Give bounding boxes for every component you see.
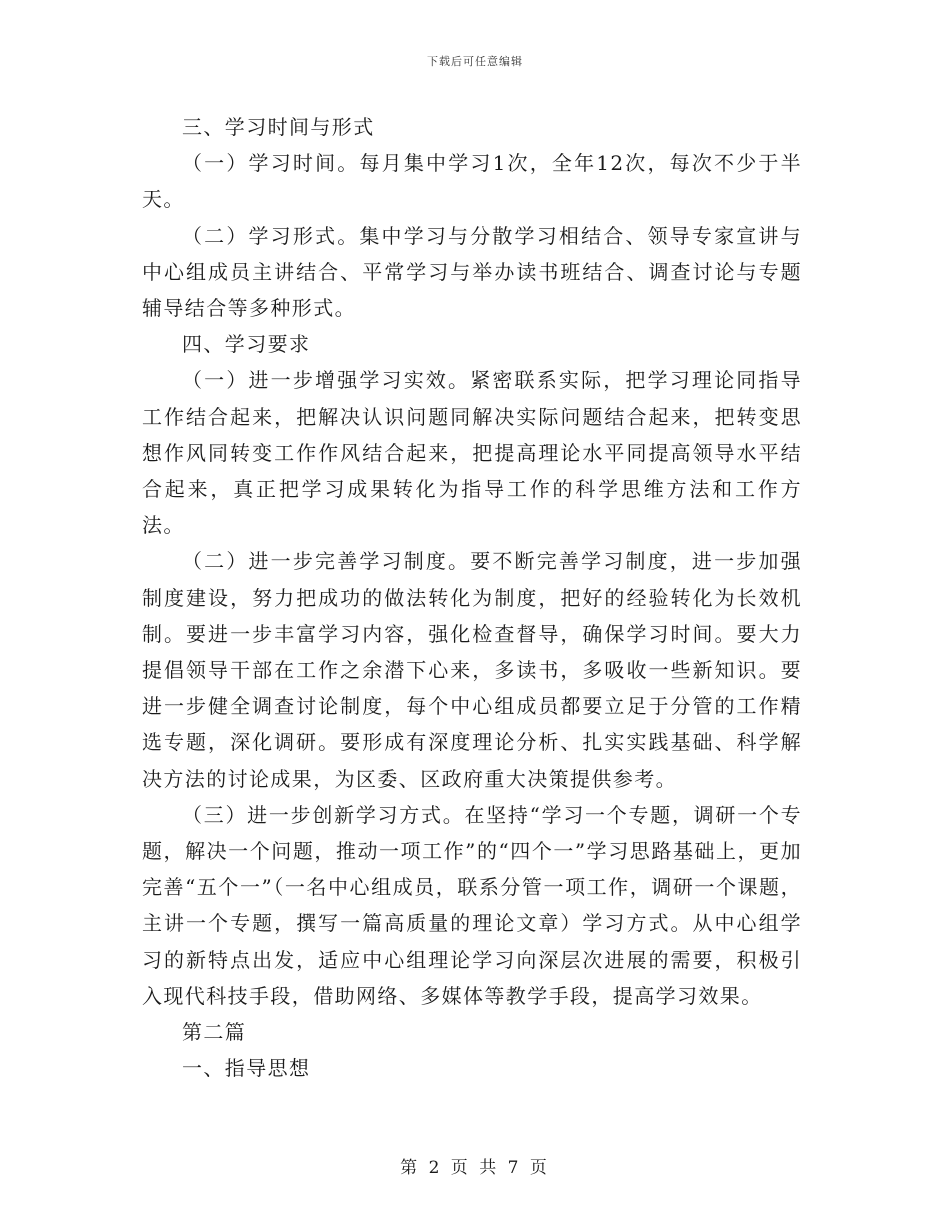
document-body xyxy=(142,109,802,1086)
paragraph-improve-system: （二）进一步完善学习制度。要不断完善学习制度，进一步加强制度建设，努力把成功的做法转化为制度，把好的经验转化为长效机制。要进一步丰富学习内容，强化检查督导，确保学习时间。要大力提倡领导干部在工作之余潜下心来，多读书，多吸收一些新知识。要进一步健全调查讨论制度，每个中心组成员都要立足于分管的工作精选专题，深化调研。要形成有深度理论分析、扎实实践基础、科学解决方法的讨论成果，为区委、区政府重大决策提供参考。 xyxy=(142,549,802,791)
section-heading-study-requirements: 四、学习要求 xyxy=(182,332,311,357)
paragraph-study-time: （一）学习时间。每月集中学习1次，全年12次，每次不少于半天。 xyxy=(142,151,802,212)
chapter-heading-part-two: 第二篇 xyxy=(182,1020,247,1045)
paragraph-innovate-methods: （三）进一步创新学习方式。在坚持“学习一个专题，调研一个专题，解决一个问题，推动一项工作”的“四个一”学习思路基础上，更加完善“五个一”（一名中心组成员，联系分管一项工作，调研一个课题，主讲一个专题，撰写一篇高质量的理论文章）学习方式。从中心组学习的新特点出发，适应中心组理论学习向深层次进展的需要，积极引入现代科技手段，借助网络、多媒体等教学手段，提高学习效果。 xyxy=(142,802,802,1008)
paragraph-enhance-effectiveness: （一）进一步增强学习实效。紧密联系实际，把学习理论同指导工作结合起来，把解决认识问题同解决实际问题结合起来，把转变思想作风同转变工作作风结合起来，把提高理论水平同提高领导水平结合起来，真正把学习成果转化为指导工作的科学思维方法和工作方法。 xyxy=(142,368,802,538)
page-number: 第 2 页 共 7 页 xyxy=(400,1158,550,1178)
page-header-note: 下载后可任意编辑 xyxy=(427,55,523,68)
paragraph-study-format: （二）学习形式。集中学习与分散学习相结合、领导专家宣讲与中心组成员主讲结合、平常学习与举办读书班结合、调查讨论与专题辅导结合等多种形式。 xyxy=(142,223,802,321)
section-heading-guiding-ideology: 一、指导思想 xyxy=(182,1056,311,1081)
section-heading-study-time-format: 三、学习时间与形式 xyxy=(182,115,375,139)
